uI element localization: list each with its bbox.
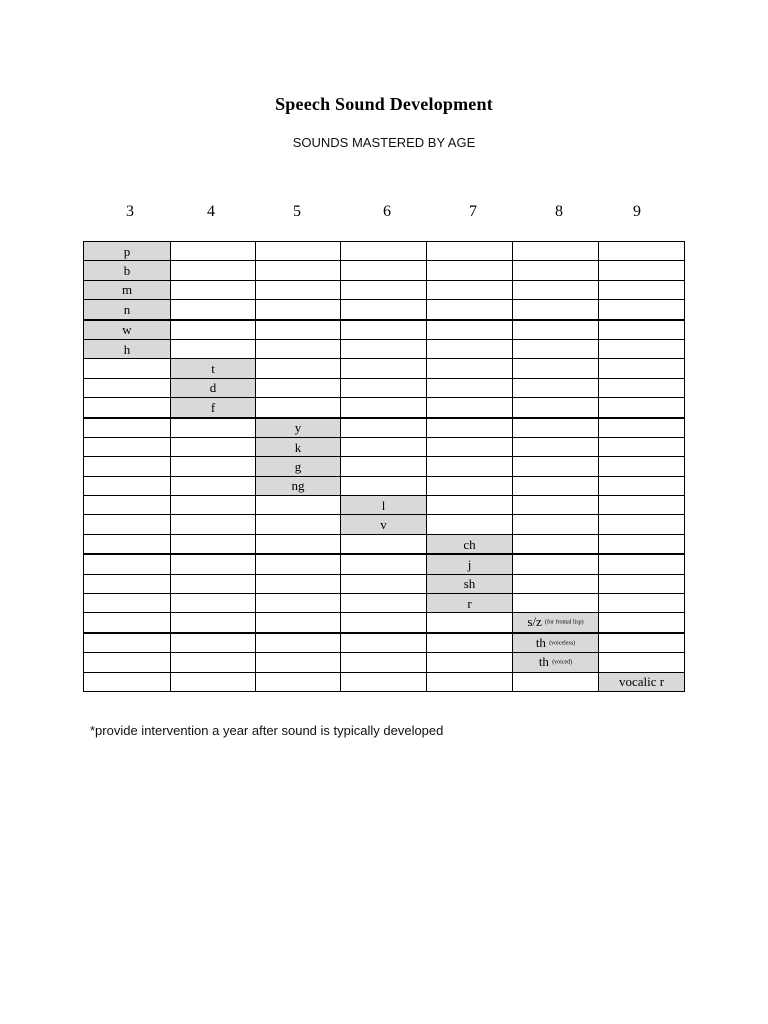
table-row [84, 476, 685, 495]
sound-label: t [211, 361, 215, 377]
empty-cell [427, 476, 513, 495]
empty-cell [341, 378, 427, 397]
empty-cell [84, 476, 171, 495]
sound-label: b [123, 263, 131, 279]
sound-cell [84, 261, 171, 280]
sound-label: ng [291, 478, 305, 494]
sound-label: th [535, 634, 546, 650]
sound-label: p [123, 243, 131, 259]
sound-cell [256, 418, 341, 438]
table-row [84, 515, 685, 534]
page-subtitle: SOUNDS MASTERED BY AGE [292, 135, 476, 150]
empty-cell [171, 280, 256, 299]
empty-cell [256, 320, 341, 340]
empty-cell [171, 457, 256, 476]
sound-cell [341, 496, 427, 515]
empty-cell [171, 242, 256, 261]
empty-cell [84, 672, 171, 691]
empty-cell [599, 457, 685, 476]
empty-cell [84, 515, 171, 534]
table-row [84, 672, 685, 691]
sound-label: ch [463, 536, 476, 552]
table-row [84, 653, 685, 672]
sound-cell [84, 339, 171, 358]
empty-cell [341, 418, 427, 438]
empty-cell [84, 378, 171, 397]
empty-cell [341, 320, 427, 340]
table-row [84, 574, 685, 593]
table-row [84, 633, 685, 653]
empty-cell [513, 418, 599, 438]
sound-cell [84, 300, 171, 320]
sound-label: j [467, 556, 472, 572]
empty-cell [427, 633, 513, 653]
empty-cell [599, 594, 685, 613]
sound-label: s/z [527, 614, 542, 630]
age-header-8: 8 [555, 203, 563, 220]
empty-cell [427, 457, 513, 476]
sound-label: n [123, 301, 131, 317]
sound-label: m [121, 282, 133, 298]
empty-cell [513, 320, 599, 340]
table-row [84, 418, 685, 438]
empty-cell [171, 594, 256, 613]
empty-cell [256, 594, 341, 613]
empty-cell [171, 261, 256, 280]
empty-cell [599, 378, 685, 397]
sound-cell [171, 378, 256, 397]
table-row [84, 242, 685, 261]
empty-cell [84, 437, 171, 456]
empty-cell [513, 398, 599, 418]
table-row [84, 339, 685, 358]
table-row [84, 320, 685, 340]
empty-cell [341, 672, 427, 691]
empty-cell [256, 261, 341, 280]
empty-cell [341, 280, 427, 299]
empty-cell [427, 496, 513, 515]
empty-cell [341, 398, 427, 418]
sound-cell [256, 476, 341, 495]
sound-cell [513, 633, 599, 653]
empty-cell [599, 261, 685, 280]
table-row [84, 594, 685, 613]
sound-mastery-table [83, 241, 685, 692]
age-header-5: 5 [293, 203, 301, 220]
empty-cell [171, 653, 256, 672]
empty-cell [599, 653, 685, 672]
empty-cell [84, 633, 171, 653]
sound-cell [599, 672, 685, 691]
empty-cell [256, 242, 341, 261]
empty-cell [599, 574, 685, 593]
sound-mastery-table-body [84, 242, 685, 692]
age-header-6: 6 [383, 203, 391, 220]
sound-label: v [380, 517, 387, 533]
age-header-7: 7 [469, 203, 477, 220]
empty-cell [599, 300, 685, 320]
sound-note: (voiceless) [549, 640, 576, 647]
empty-cell [171, 418, 256, 438]
empty-cell [513, 339, 599, 358]
empty-cell [341, 476, 427, 495]
empty-cell [599, 418, 685, 438]
empty-cell [427, 359, 513, 378]
empty-cell [341, 594, 427, 613]
age-header-4: 4 [207, 203, 215, 220]
empty-cell [256, 300, 341, 320]
empty-cell [599, 633, 685, 653]
empty-cell [341, 300, 427, 320]
empty-cell [84, 496, 171, 515]
empty-cell [256, 496, 341, 515]
table-row [84, 398, 685, 418]
empty-cell [599, 242, 685, 261]
empty-cell [599, 339, 685, 358]
empty-cell [171, 672, 256, 691]
sound-label: g [294, 458, 302, 474]
empty-cell [341, 534, 427, 554]
empty-cell [341, 457, 427, 476]
empty-cell [427, 437, 513, 456]
empty-cell [341, 633, 427, 653]
sound-label: w [122, 322, 132, 338]
empty-cell [256, 613, 341, 633]
table-row [84, 534, 685, 554]
empty-cell [256, 534, 341, 554]
empty-cell [599, 359, 685, 378]
sound-cell [84, 280, 171, 299]
empty-cell [513, 574, 599, 593]
empty-cell [427, 378, 513, 397]
sound-cell [427, 574, 513, 593]
table-row [84, 437, 685, 456]
empty-cell [171, 554, 256, 574]
sound-note: (for frontal lisp) [545, 619, 584, 626]
sound-cell [427, 594, 513, 613]
empty-cell [599, 437, 685, 456]
empty-cell [171, 320, 256, 340]
empty-cell [256, 574, 341, 593]
sound-cell [256, 437, 341, 456]
empty-cell [171, 633, 256, 653]
empty-cell [171, 496, 256, 515]
empty-cell [513, 496, 599, 515]
empty-cell [427, 398, 513, 418]
sound-label: l [381, 497, 386, 513]
table-row [84, 496, 685, 515]
empty-cell [513, 476, 599, 495]
empty-cell [84, 574, 171, 593]
sound-cell [84, 320, 171, 340]
empty-cell [341, 437, 427, 456]
sound-cell [84, 242, 171, 261]
sound-cell [513, 653, 599, 672]
sound-label: d [209, 380, 217, 396]
sound-label: vocalic r [618, 674, 665, 690]
age-header-9: 9 [633, 203, 641, 220]
empty-cell [256, 672, 341, 691]
empty-cell [256, 339, 341, 358]
empty-cell [513, 437, 599, 456]
empty-cell [427, 261, 513, 280]
empty-cell [256, 633, 341, 653]
empty-cell [171, 534, 256, 554]
empty-cell [427, 672, 513, 691]
empty-cell [427, 613, 513, 633]
empty-cell [256, 398, 341, 418]
sound-cell [513, 613, 599, 633]
empty-cell [84, 359, 171, 378]
empty-cell [256, 515, 341, 534]
empty-cell [84, 554, 171, 574]
empty-cell [84, 534, 171, 554]
empty-cell [427, 418, 513, 438]
empty-cell [599, 515, 685, 534]
sound-label: sh [463, 576, 476, 592]
footnote: *provide intervention a year after sound is typically developed [90, 723, 444, 738]
empty-cell [427, 280, 513, 299]
sound-label: f [210, 399, 216, 415]
table-row [84, 359, 685, 378]
empty-cell [84, 418, 171, 438]
empty-cell [599, 398, 685, 418]
empty-cell [341, 339, 427, 358]
table-row [84, 457, 685, 476]
empty-cell [427, 515, 513, 534]
sound-cell [427, 534, 513, 554]
empty-cell [513, 300, 599, 320]
empty-cell [256, 653, 341, 672]
empty-cell [341, 554, 427, 574]
empty-cell [599, 554, 685, 574]
empty-cell [84, 594, 171, 613]
empty-cell [171, 613, 256, 633]
table-row [84, 378, 685, 397]
empty-cell [427, 300, 513, 320]
empty-cell [599, 534, 685, 554]
empty-cell [427, 653, 513, 672]
empty-cell [513, 378, 599, 397]
empty-cell [513, 359, 599, 378]
empty-cell [341, 359, 427, 378]
empty-cell [599, 613, 685, 633]
sound-cell [427, 554, 513, 574]
sound-cell [256, 457, 341, 476]
table-row [84, 613, 685, 633]
empty-cell [171, 437, 256, 456]
empty-cell [513, 534, 599, 554]
sound-label: k [294, 439, 302, 455]
empty-cell [171, 476, 256, 495]
empty-cell [427, 320, 513, 340]
empty-cell [513, 515, 599, 534]
empty-cell [513, 554, 599, 574]
empty-cell [599, 320, 685, 340]
sound-label: r [467, 595, 472, 611]
table-row [84, 280, 685, 299]
empty-cell [427, 339, 513, 358]
empty-cell [427, 242, 513, 261]
empty-cell [341, 242, 427, 261]
empty-cell [256, 554, 341, 574]
table-row [84, 261, 685, 280]
empty-cell [171, 339, 256, 358]
empty-cell [256, 378, 341, 397]
empty-cell [84, 398, 171, 418]
empty-cell [171, 515, 256, 534]
sound-cell [171, 359, 256, 378]
table-row [84, 300, 685, 320]
empty-cell [513, 457, 599, 476]
page-title: Speech Sound Development [275, 94, 493, 114]
sound-label: h [123, 341, 131, 357]
empty-cell [341, 574, 427, 593]
empty-cell [341, 653, 427, 672]
sound-label: th [538, 654, 549, 670]
empty-cell [341, 261, 427, 280]
empty-cell [599, 496, 685, 515]
age-header-3: 3 [126, 203, 134, 220]
table-row [84, 554, 685, 574]
empty-cell [599, 280, 685, 299]
empty-cell [513, 242, 599, 261]
empty-cell [513, 261, 599, 280]
empty-cell [84, 653, 171, 672]
empty-cell [171, 300, 256, 320]
empty-cell [84, 457, 171, 476]
sound-label: y [294, 420, 302, 436]
empty-cell [341, 613, 427, 633]
sound-cell [341, 515, 427, 534]
empty-cell [513, 594, 599, 613]
empty-cell [171, 574, 256, 593]
sound-note: (voiced) [552, 659, 573, 666]
empty-cell [256, 280, 341, 299]
empty-cell [513, 280, 599, 299]
empty-cell [513, 672, 599, 691]
empty-cell [256, 359, 341, 378]
empty-cell [84, 613, 171, 633]
sound-cell [171, 398, 256, 418]
empty-cell [599, 476, 685, 495]
